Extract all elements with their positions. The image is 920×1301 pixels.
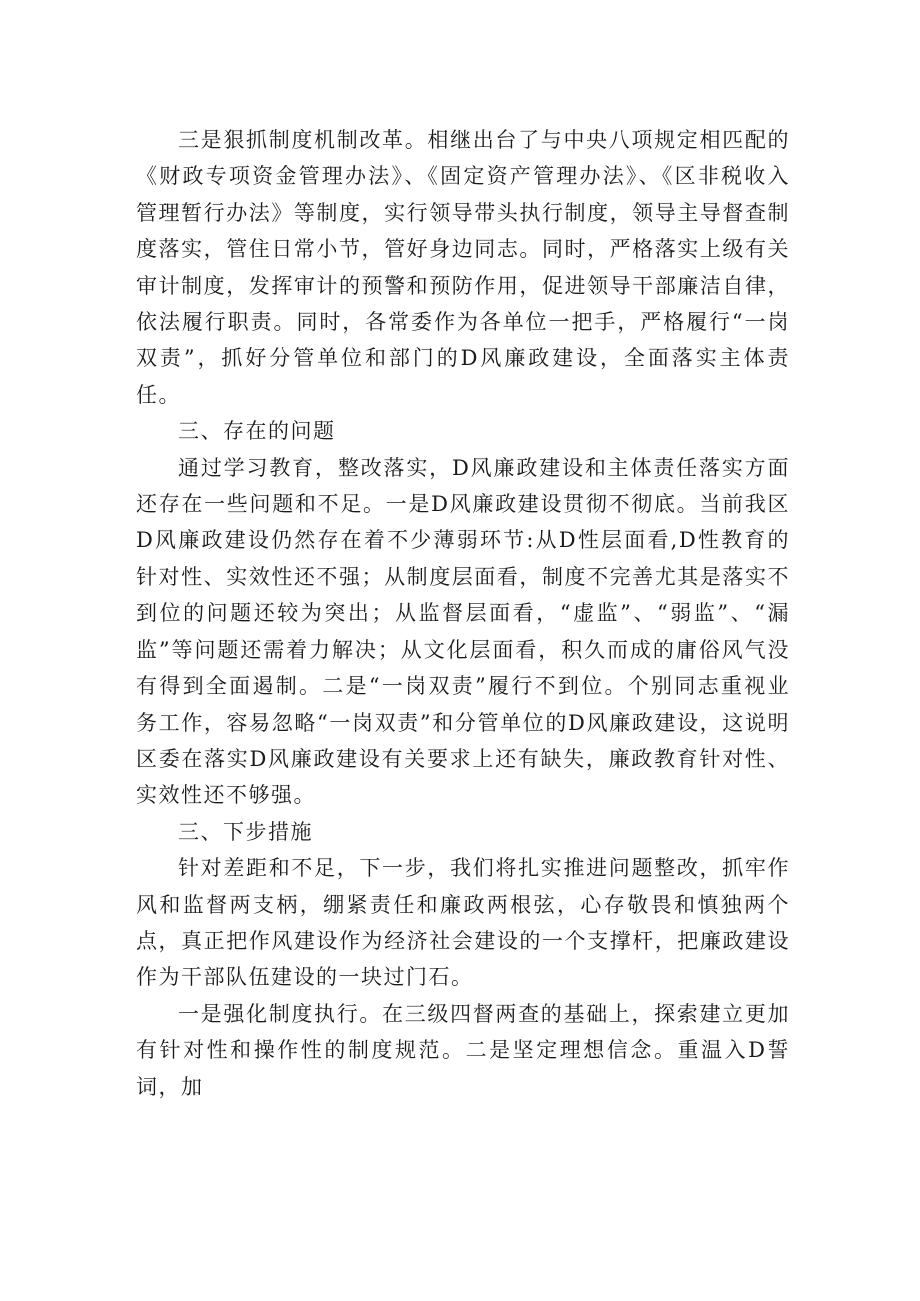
paragraph-next-steps: 针对差距和不足，下一步，我们将扎实推进问题整改，抓牢作风和监督两支柄，绷紧责任和廉政两根弦，心存敬畏和慎独两个点，真正把作风建设作为经济社会建设的一个支撑杆，把廉政建设作为干部队伍建设的一块过门石。 bbox=[136, 856, 790, 990]
paragraph-problems: 通过学习教育，整改落实，D风廉政建设和主体责任落实方面还存在一些问题和不足。一是D风廉政建设贯彻不彻底。当前我区D风廉政建设仍然存在着不少薄弱环节:从D性层面看,D性教育的针对性、实效性还不强；从制度层面看，制度不完善尤其是落实不到位的问题还较为突出；从监督层面看，“虚监”、“弱监”、“漏监”等问题还需着力解决；从文化层面看，积久而成的庸俗风气没有得到全面遏制。二是“一岗双责”履行不到位。个别同志重视业务工作，容易忽略“一岗双责”和分管单位的D风廉政建设，这说明区委在落实D风廉政建设有关要求上还有缺失，廉政教育针对性、实效性还不够强。 bbox=[136, 455, 790, 808]
heading-next-steps: 三、下步措施 bbox=[178, 819, 313, 844]
paragraph-reform: 三是狠抓制度机制改革。相继出台了与中央八项规定相匹配的《财政专项资金管理办法》、《固定资产管理办法》、《区非税收入管理暂行办法》等制度，实行领导带头执行制度，领导主导督查制度落实，管住日常小节，管好身边同志。同时，严格落实上级有关审计制度，发挥审计的预警和预防作用，促进领导干部廉洁自律，依法履行职责。同时，各常委作为各单位一把手，严格履行“一岗双责”，抓好分管单位和部门的D风廉政建设，全面落实主体责任。 bbox=[136, 128, 790, 407]
paragraph-measures: 一是强化制度执行。在三级四督两查的基础上，探索建立更加有针对性和操作性的制度规范。二是坚定理想信念。重温入D誓词，加 bbox=[136, 1001, 790, 1099]
document-body bbox=[136, 122, 790, 1105]
heading-problems: 三、存在的问题 bbox=[178, 419, 336, 444]
